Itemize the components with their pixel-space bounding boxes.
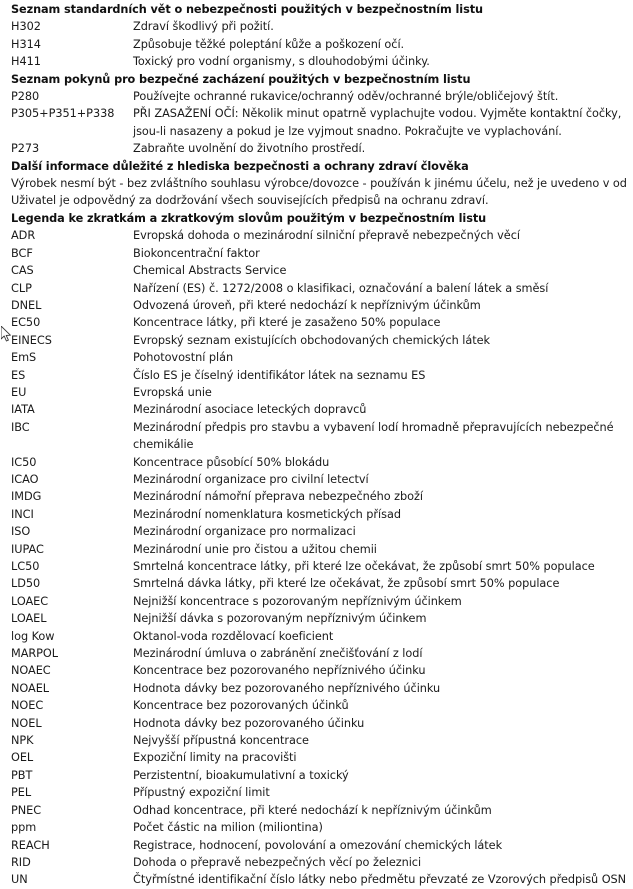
definition-row [0, 349, 633, 366]
section-heading: Seznam pokynů pro bezpečné zacházení použitých v bezpečnostním listu [11, 72, 471, 86]
definition-code: NOAEC [11, 664, 51, 678]
definition-row [0, 680, 633, 697]
definition-description [133, 419, 633, 454]
definition-code: H314 [11, 37, 41, 51]
definition-code: ADR [11, 229, 36, 243]
definition-description-line: Expoziční limity na pracovišti [133, 751, 297, 765]
definition-description [133, 593, 633, 610]
definition-code: BCF [11, 246, 33, 260]
definition-row [0, 18, 633, 35]
definition-description-line: Nejnižší dávka s pozorovaným nepříznivým účinkem [133, 612, 427, 626]
definition-description-line: Evropská unie [133, 385, 212, 399]
definition-row [0, 749, 633, 766]
definition-code: ES [11, 368, 26, 382]
definition-description-line: Mezinárodní úmluva o zabránění znečišťování z lodí [133, 647, 423, 661]
definition-row [0, 384, 633, 401]
definition-description-line: Registrace, hodnocení, povolování a omezování chemických látek [133, 838, 503, 852]
definition-row [0, 575, 633, 592]
definition-code: ppm [11, 821, 37, 835]
definition-row [0, 280, 633, 297]
definition-description [133, 297, 633, 314]
definition-row [0, 645, 633, 662]
definition-description [133, 732, 633, 749]
definition-description [133, 488, 633, 505]
definition-description-line: Smrtelná dávka látky, při které lze očekávat, že způsobí smrt 50% populace [133, 577, 560, 591]
definition-code: RID [11, 855, 31, 869]
definition-description-line: Koncentrace bez pozorovaného nepříznivého účinku [133, 664, 426, 678]
definition-code: LC50 [11, 560, 40, 573]
definition-code: PNEC [11, 803, 42, 817]
definition-row [0, 715, 633, 732]
definition-code: H302 [11, 20, 41, 34]
definition-row [0, 419, 633, 454]
definition-description [133, 697, 633, 714]
definition-code: IBC [11, 420, 30, 434]
definition-row [0, 297, 633, 314]
definition-code: NPK [11, 734, 34, 748]
definition-description [133, 471, 633, 488]
definition-row [0, 558, 633, 575]
definition-row [0, 367, 633, 384]
definition-code: DNEL [11, 298, 42, 312]
definition-code: IUPAC [11, 542, 44, 556]
definition-description-line: PŘI ZASAŽENÍ OČÍ: Několik minut opatrně vyplachujte vodou. Vyjměte kontaktní čočky, [133, 107, 622, 121]
definition-description-line: Evropská dohoda o mezinárodní silniční přepravě nebezpečných věcí [133, 229, 520, 243]
definition-description-line: Mezinárodní námořní přeprava nebezpečného zboží [133, 490, 424, 504]
definition-code: NOAEL [11, 681, 50, 695]
definition-description-line: Mezinárodní organizace pro normalizaci [133, 525, 356, 539]
definition-description-line: Toxický pro vodní organismy, s dlouhodobými účinky. [133, 55, 430, 69]
definition-description-line: Přípustný expoziční limit [133, 786, 270, 800]
definition-code: P273 [11, 142, 40, 156]
definition-description [133, 332, 633, 349]
definition-description [133, 384, 633, 401]
definition-description-line: Zabraňte uvolnění do životního prostředí. [133, 142, 366, 156]
definition-description [133, 227, 633, 244]
definition-description-line: Nejvyšší přípustná koncentrace [133, 734, 309, 748]
definition-description-continuation: jsou-li nasazeny a pokud je lze vyjmout snadno. Pokračujte ve vyplachování. [133, 124, 562, 138]
definition-description-line: Koncentrace bez pozorovaných účinků [133, 699, 349, 713]
definition-row [0, 53, 633, 70]
definition-description [133, 314, 633, 331]
definition-description-line: Nařízení (ES) č. 1272/2008 o klasifikaci, označování a balení látek a směsí [133, 281, 549, 295]
definition-description-line: Odvozená úroveň, při které nedochází k nepříznivým účinkům [133, 298, 481, 312]
definition-description-line: Počet částic na milion (miliontina) [133, 821, 323, 835]
definition-description-line: Odhad koncentrace, při které nedochází k nepříznivým účinkům [133, 803, 492, 817]
definition-code: P305+P351+P338 [11, 107, 115, 121]
section-heading: Seznam standardních vět o nebezpečnosti použitých v bezpečnostním listu [11, 3, 483, 16]
definition-description-continuation: chemikálie [133, 438, 194, 452]
definition-description-line: Mezinárodní unie pro čistou a užitou chemii [133, 542, 377, 556]
definition-code: H411 [11, 55, 41, 69]
section-heading: Další informace důležité z hlediska bezpečnosti a ochrany zdraví člověka [11, 159, 469, 173]
definition-description-line: Zdraví škodlivý při požití. [133, 20, 274, 34]
definition-row [0, 88, 633, 105]
definition-description-line: Hodnota dávky bez pozorovaného účinku [133, 716, 365, 730]
definition-row [0, 837, 633, 854]
definition-row [0, 767, 633, 784]
definition-description-line: Koncentrace působící 50% blokádu [133, 455, 330, 469]
paragraph: Uživatel je odpovědný za dodržování všech souvisejících předpisů na ochranu zdraví. [11, 194, 489, 208]
definition-code: LOAEL [11, 612, 47, 626]
definition-row [0, 471, 633, 488]
definition-code: NOEL [11, 716, 42, 730]
definition-description [133, 610, 633, 627]
definition-description [133, 784, 633, 801]
definition-description-line: Chemical Abstracts Service [133, 264, 287, 278]
definition-code: PBT [11, 768, 33, 782]
definition-row [0, 105, 633, 140]
definition-description-line: Mezinárodní předpis pro stavbu a vybavení lodí hromadně přepravujících nebezpečné [133, 420, 614, 434]
definition-row [0, 819, 633, 836]
definition-description [133, 53, 633, 70]
definition-code: P280 [11, 90, 40, 104]
definition-description-line: Evropský seznam existujících obchodovaných chemických látek [133, 333, 491, 347]
definition-description [133, 140, 633, 157]
definition-description-line: Číslo ES je číselný identifikátor látek na seznamu ES [133, 368, 426, 382]
definition-description [133, 680, 633, 697]
definition-code: CLP [11, 281, 32, 295]
definition-row [0, 227, 633, 244]
definition-description-line: Mezinárodní asociace leteckých dopravců [133, 403, 367, 417]
definition-description [133, 541, 633, 558]
definition-code: ISO [11, 525, 31, 539]
definition-description [133, 88, 633, 105]
section-heading: Legenda ke zkratkám a zkratkovým slovům použitým v bezpečnostním listu [11, 211, 487, 225]
definition-row [0, 314, 633, 331]
definition-row [0, 332, 633, 349]
definition-row [0, 732, 633, 749]
definition-code: PEL [11, 786, 32, 800]
definition-description [133, 645, 633, 662]
definition-code: IC50 [11, 455, 37, 469]
definition-description [133, 523, 633, 540]
definition-description [133, 401, 633, 418]
definition-code: LOAEC [11, 594, 49, 608]
definition-row [0, 245, 633, 262]
definition-description-line: Dohoda o přepravě nebezpečných věcí po železnici [133, 855, 422, 869]
definition-description-line: Smrtelná koncentrace látky, při které lze očekávat, že způsobí smrt 50% populace [133, 560, 595, 573]
definition-description-line: Čtyřmístné identifikační číslo látky nebo předmětu převzaté ze Vzorových předpisů OSN [133, 873, 627, 887]
definition-code: CAS [11, 264, 34, 278]
definition-code: NOEC [11, 699, 44, 713]
definition-description [133, 349, 633, 366]
definition-description [133, 454, 633, 471]
definition-code: IATA [11, 403, 35, 417]
definition-code: UN [11, 873, 28, 887]
definition-description-line: Způsobuje těžké poleptání kůže a poškození očí. [133, 37, 405, 51]
definition-description-line: Nejnižší koncentrace s pozorovaným nepříznivým účinkem [133, 594, 462, 608]
definition-description-line: Mezinárodní organizace pro civilní letectví [133, 472, 369, 486]
definition-row [0, 697, 633, 714]
definition-code: EINECS [11, 333, 52, 347]
definition-row [0, 593, 633, 610]
document-content [0, 1, 633, 889]
definition-description-line: Biokoncentrační faktor [133, 246, 260, 260]
definition-code: ICAO [11, 472, 39, 486]
definition-description [133, 749, 633, 766]
definition-description [133, 662, 633, 679]
definition-code: OEL [11, 751, 34, 765]
definition-code: LD50 [11, 577, 41, 591]
definition-code: EU [11, 385, 27, 399]
definition-row [0, 854, 633, 871]
definition-code: log Kow [11, 629, 55, 643]
definition-row [0, 488, 633, 505]
definition-description [133, 837, 633, 854]
definition-description [133, 18, 633, 35]
definition-description [133, 802, 633, 819]
definition-description-line: Hodnota dávky bez pozorovaného nepříznivého účinku [133, 681, 441, 695]
definition-description [133, 105, 633, 140]
definition-description [133, 558, 633, 575]
definition-row [0, 506, 633, 523]
definition-description [133, 367, 633, 384]
definition-description [133, 715, 633, 732]
definition-row [0, 628, 633, 645]
definition-row [0, 454, 633, 471]
definition-row [0, 802, 633, 819]
definition-description-line: Mezinárodní nomenklatura kosmetických přísad [133, 507, 401, 521]
definition-code: IMDG [11, 490, 42, 504]
definition-description [133, 628, 633, 645]
definition-row [0, 262, 633, 279]
definition-description-line: Používejte ochranné rukavice/ochranný oděv/ochranné brýle/obličejový štít. [133, 90, 559, 104]
definition-description [133, 575, 633, 592]
definition-description [133, 871, 633, 888]
paragraph: Výrobek nesmí být - bez zvláštního souhlasu výrobce/dovozce - používán k jinému účelu, než je uvedeno v od [11, 177, 627, 191]
definition-description-line: Pohotovostní plán [133, 351, 234, 365]
definition-description [133, 854, 633, 871]
definition-row [0, 140, 633, 157]
definition-row [0, 871, 633, 888]
definition-description-line: Oktanol-voda rozdělovací koeficient [133, 629, 334, 643]
definition-code: EmS [11, 351, 37, 365]
definition-row [0, 541, 633, 558]
definition-description [133, 36, 633, 53]
definition-row [0, 401, 633, 418]
definition-row [0, 36, 633, 53]
definition-description [133, 262, 633, 279]
definition-row [0, 784, 633, 801]
definition-code: EC50 [11, 316, 41, 330]
definition-description [133, 245, 633, 262]
definition-description-line: Perzistentní, bioakumulativní a toxický [133, 768, 349, 782]
definition-code: INCI [11, 507, 34, 521]
definition-description [133, 506, 633, 523]
definition-row [0, 610, 633, 627]
definition-row [0, 523, 633, 540]
definition-description-line: Koncentrace látky, při které je zasaženo 50% populace [133, 316, 441, 330]
definition-code: REACH [11, 838, 50, 852]
definition-description [133, 819, 633, 836]
definition-description [133, 767, 633, 784]
definition-description [133, 280, 633, 297]
definition-row [0, 662, 633, 679]
definition-code: MARPOL [11, 647, 59, 661]
